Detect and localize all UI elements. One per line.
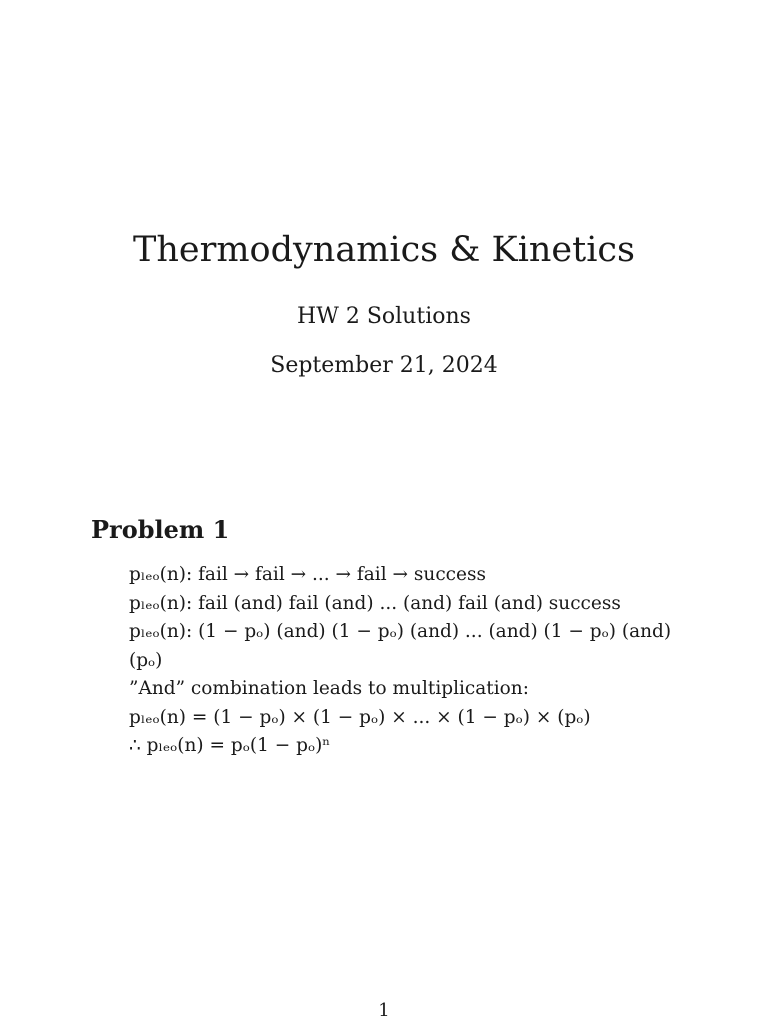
problem-body — [129, 561, 689, 761]
problem-heading: Problem 1 — [91, 515, 230, 544]
document-date: September 21, 2024 — [270, 353, 498, 378]
solution-line: (pₒ) — [129, 649, 163, 671]
solution-line: ”And” combination leads to multiplication: — [129, 678, 529, 699]
solution-line: pₗₑₒ(n): fail (and) fail (and) ... (and) fail (and) success — [129, 592, 621, 614]
document-subtitle: HW 2 Solutions — [297, 304, 471, 329]
document-title: Thermodynamics & Kinetics — [133, 230, 635, 270]
solution-line: pₗₑₒ(n): (1 − pₒ) (and) (1 − pₒ) (and) ... (and) (1 − pₒ) (and) — [129, 621, 672, 642]
page-number: 1 — [378, 1000, 390, 1021]
solution-line: pₗₑₒ(n) = (1 − pₒ) × (1 − pₒ) × ... × (1 − pₒ) × (pₒ) — [129, 706, 591, 728]
solution-line: pₗₑₒ(n): fail → fail → ... → fail → success — [129, 564, 486, 585]
solution-line: ∴ pₗₑₒ(n) = pₒ(1 − pₒ)ⁿ — [129, 735, 331, 756]
